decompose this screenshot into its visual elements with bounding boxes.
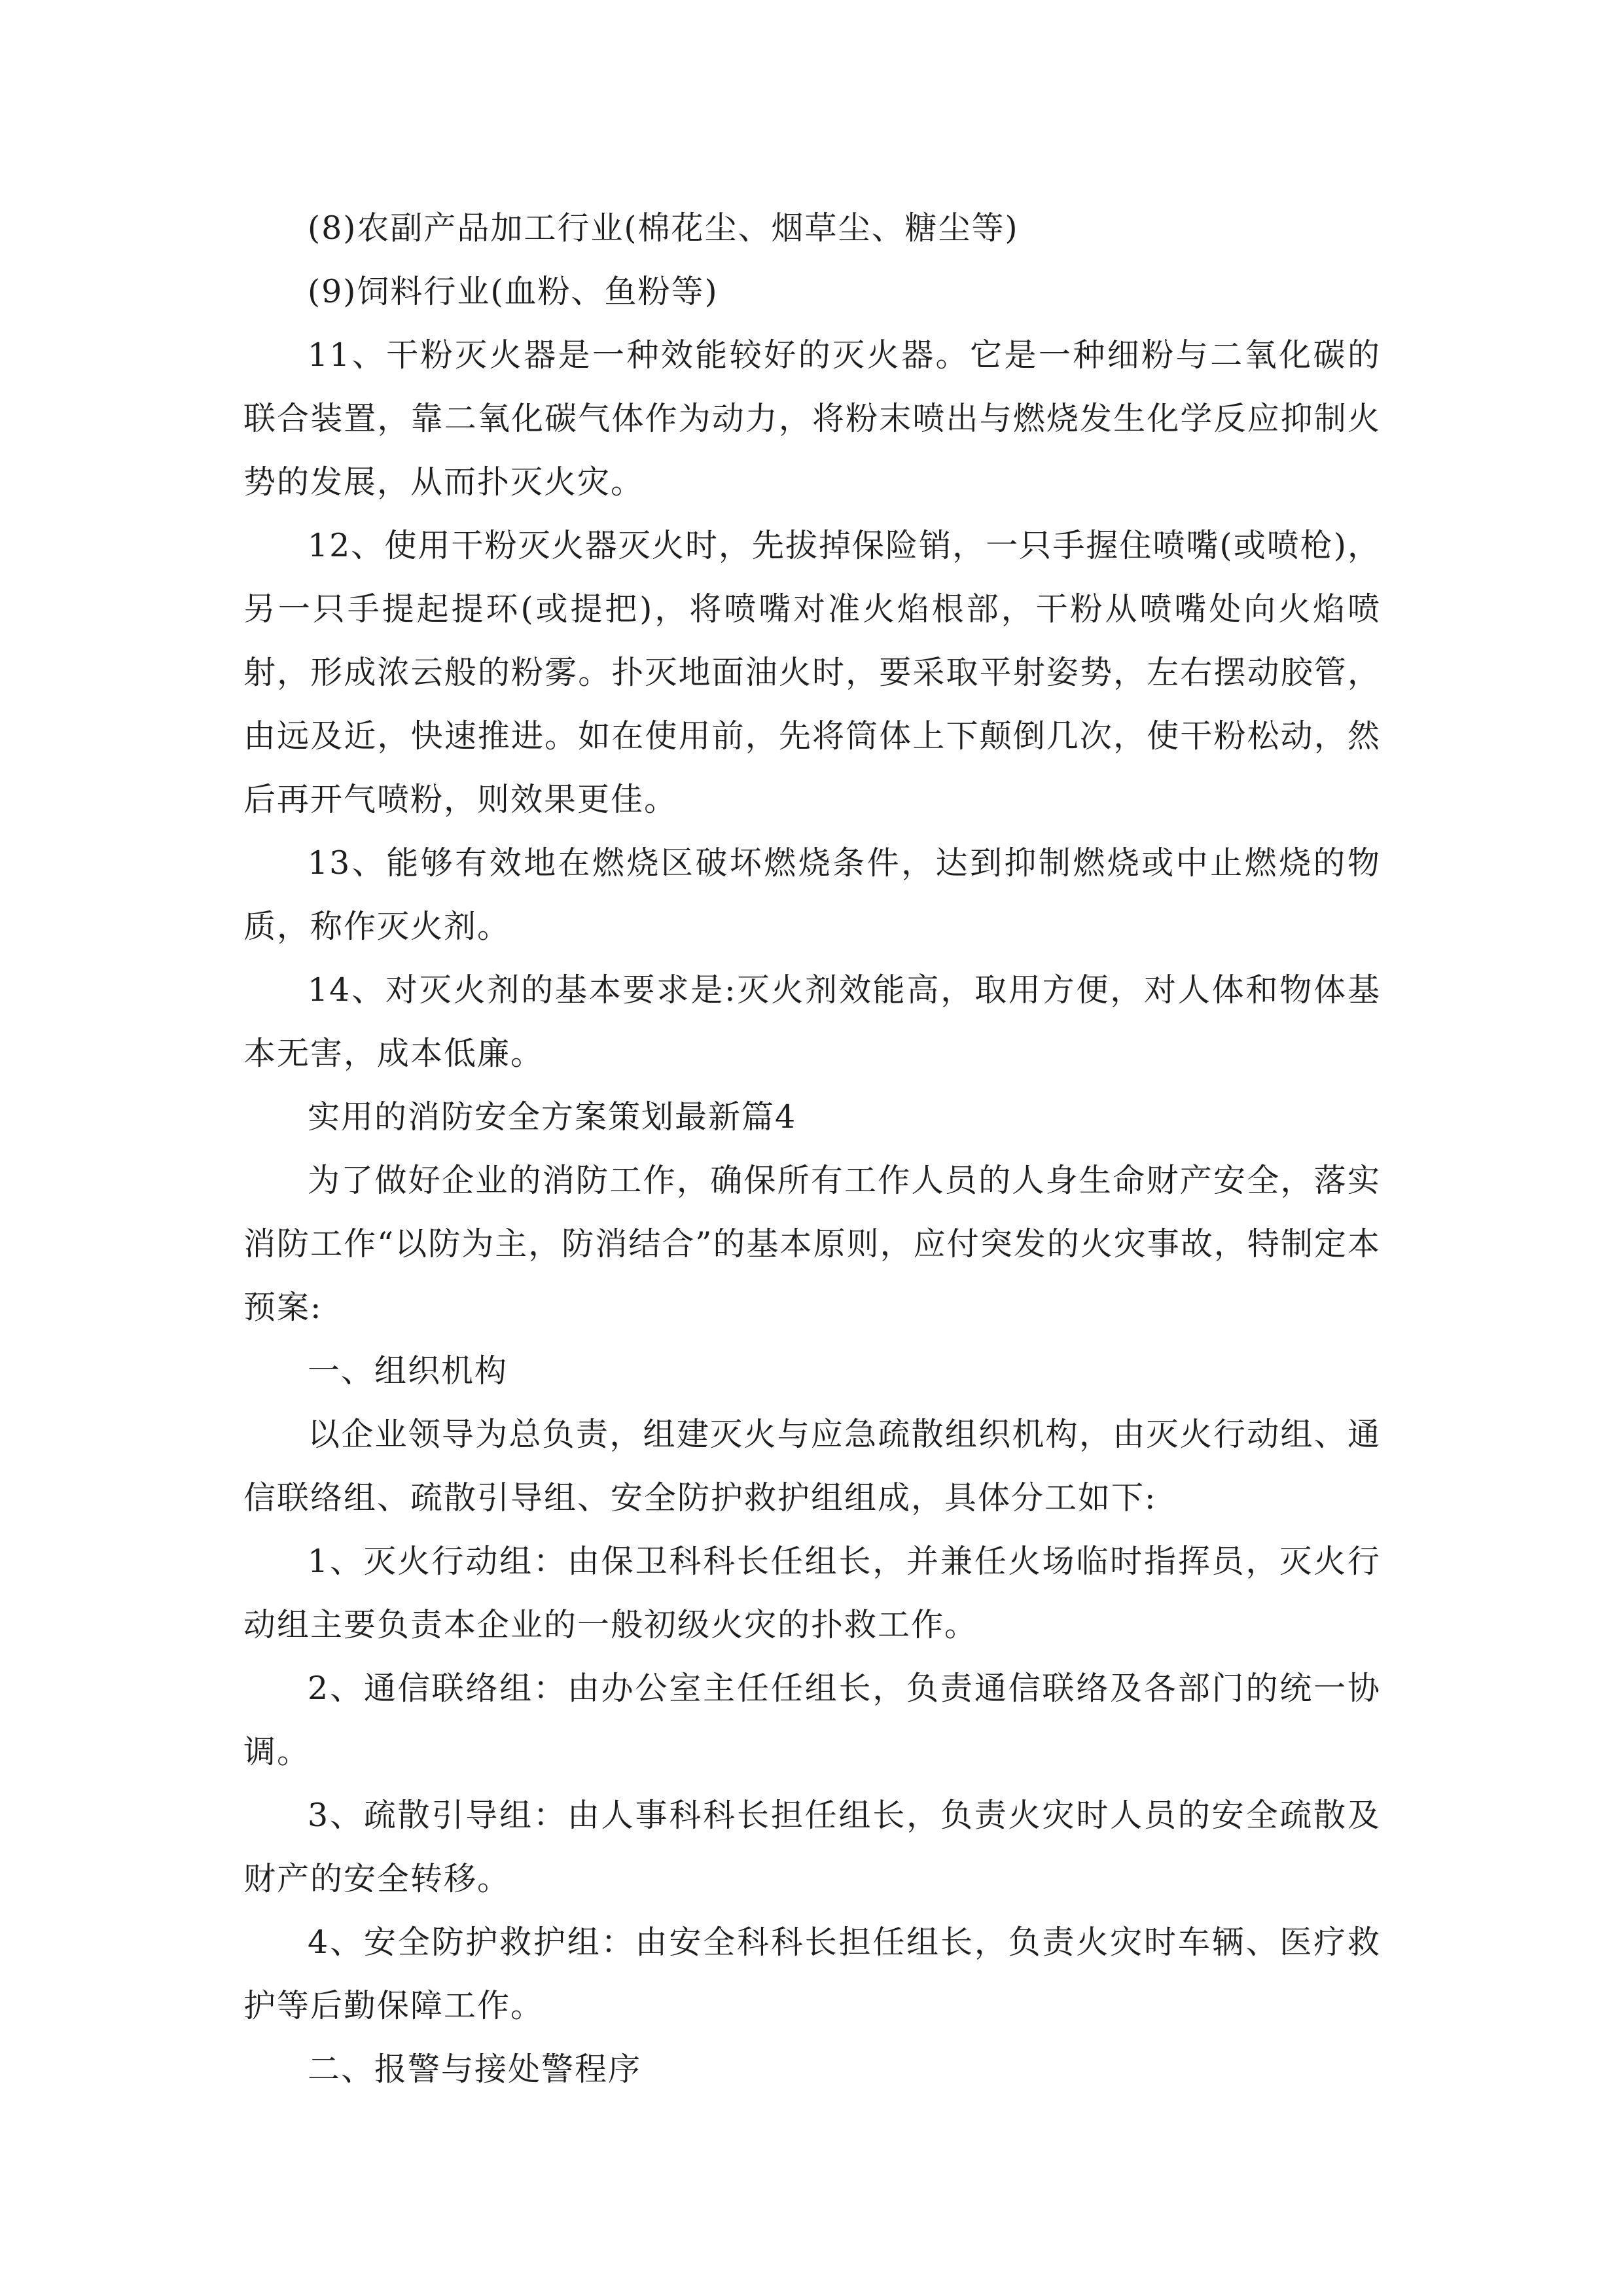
paragraph-safety-rescue-group: 4、安全防护救护组：由安全科科长担任组长，负责火灾时车辆、医疗救护等后勤保障工作。 bbox=[243, 1924, 1381, 2024]
document-body bbox=[243, 196, 1381, 2101]
paragraph-communication-group: 2、通信联络组：由办公室主任任组长，负责通信联络及各部门的统一协调。 bbox=[243, 1670, 1381, 1770]
section-title: 实用的消防安全方案策划最新篇4 bbox=[308, 1098, 797, 1136]
paragraph-item-9: (9)饲料行业(血粉、鱼粉等) bbox=[308, 273, 719, 310]
paragraph-evacuation-group: 3、疏散引导组：由人事科科长担任组长，负责火灾时人员的安全疏散及财产的安全转移。 bbox=[243, 1797, 1381, 1897]
heading-alarm-procedure: 二、报警与接处警程序 bbox=[308, 2051, 642, 2088]
paragraph-organization: 以企业领导为总负责，组建灭火与应急疏散组织机构，由灭火行动组、通信联络组、疏散引导组、安全防护救护组组成，具体分工如下: bbox=[243, 1416, 1381, 1516]
paragraph-13-extinguishing-agent: 13、能够有效地在燃烧区破坏燃烧条件，达到抑制燃烧或中止燃烧的物质，称作灭火剂。 bbox=[243, 844, 1381, 945]
paragraph-12-usage-instructions: 12、使用干粉灭火器灭火时，先拔掉保险销，一只手握住喷嘴(或喷枪)，另一只手提起提环(或提把)，将喷嘴对准火焰根部，干粉从喷嘴处向火焰喷 射，形成浓云般的粉雾。扑灭地面油火时，要采取平射姿势，左右摆动胶管，由远及近，快速推进。如在使用前，先将筒体上下颠倒几次，使干粉松动，然后再开气喷粉，则效果更佳。 bbox=[243, 527, 1381, 818]
heading-organization: 一、组织机构 bbox=[308, 1352, 508, 1390]
paragraph-firefighting-group: 1、灭火行动组：由保卫科科长任组长，并兼任火场临时指挥员，灭火行动组主要负责本企业的一般初级火灾的扑救工作。 bbox=[243, 1543, 1381, 1643]
paragraph-intro: 为了做好企业的消防工作，确保所有工作人员的人身生命财产安全，落实消防工作“以防为主，防消结合”的基本原则，应付突发的火灾事故，特制定本预案: bbox=[243, 1162, 1381, 1326]
paragraph-item-8: (8)农副产品加工行业(棉花尘、烟草尘、糖尘等) bbox=[308, 209, 1019, 247]
paragraph-14-agent-requirements: 14、对灭火剂的基本要求是:灭火剂效能高，取用方便，对人体和物体基本无害，成本低廉。 bbox=[243, 971, 1381, 1072]
paragraph-11-dry-powder-extinguisher: 11、干粉灭火器是一种效能较好的灭火器。它是一种细粉与二氧化碳的联合装置，靠二氧化碳气体作为动力，将粉末喷出与燃烧发生化学反应抑制火势的发展，从而扑灭火灾。 bbox=[243, 336, 1381, 501]
